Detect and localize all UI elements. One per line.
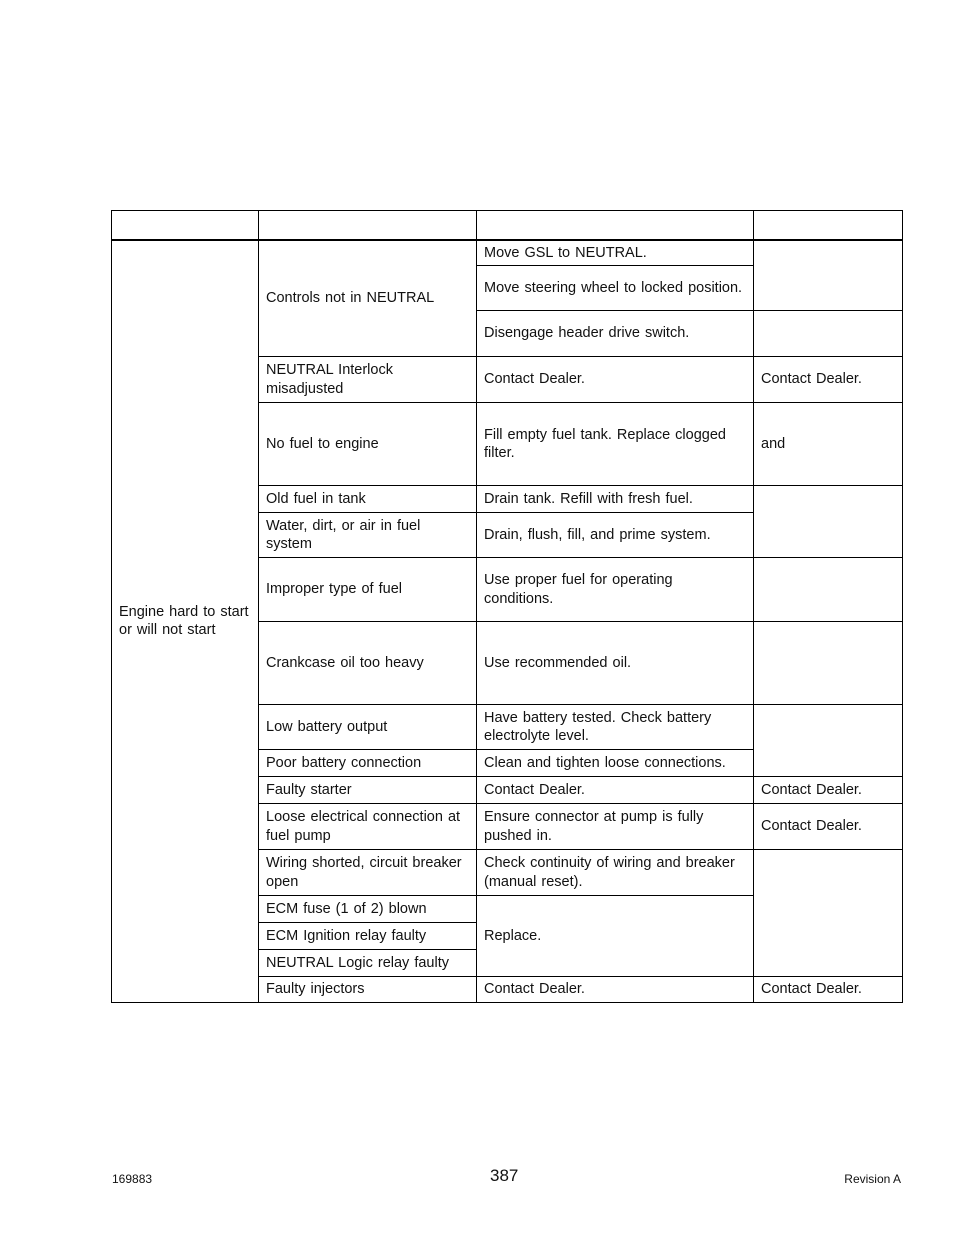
- problem-cell: Water, dirt, or air in fuel system: [259, 513, 477, 558]
- problem-cell: Faulty injectors: [259, 977, 477, 1003]
- symptom-cell: Engine hard to start or will not start: [112, 240, 259, 1003]
- solution-cell: Use recommended oil.: [477, 622, 754, 705]
- solution-cell: Contact Dealer.: [477, 777, 754, 804]
- header-row: [112, 211, 903, 240]
- problem-cell: Loose electrical connection at fuel pump: [259, 804, 477, 850]
- header-problem: [259, 211, 477, 240]
- reference-cell: Contact Dealer.: [754, 777, 903, 804]
- problem-cell: NEUTRAL Interlock misadjusted: [259, 357, 477, 403]
- solution-cell: Have battery tested. Check battery electrolyte level.: [477, 705, 754, 750]
- header-symptom: [112, 211, 259, 240]
- solution-cell: Use proper fuel for operating conditions.: [477, 558, 754, 622]
- document-number: 169883: [112, 1172, 153, 1186]
- problem-cell: Wiring shorted, circuit breaker open: [259, 850, 477, 896]
- header-reference: [754, 211, 903, 240]
- problem-cell: Improper type of fuel: [259, 558, 477, 622]
- problem-cell: ECM fuse (1 of 2) blown: [259, 896, 477, 923]
- solution-cell: Check continuity of wiring and breaker (manual reset).: [477, 850, 754, 896]
- revision-label: Revision A: [844, 1172, 901, 1186]
- page-number: 387: [490, 1166, 519, 1185]
- reference-cell: [754, 311, 903, 357]
- problem-cell: Poor battery connection: [259, 750, 477, 777]
- reference-cell: [754, 705, 903, 777]
- problem-cell: Low battery output: [259, 705, 477, 750]
- table-row: [112, 240, 903, 266]
- solution-cell: Drain tank. Refill with fresh fuel.: [477, 486, 754, 513]
- solution-cell: Drain, flush, fill, and prime system.: [477, 513, 754, 558]
- solution-cell: Disengage header drive switch.: [477, 311, 754, 357]
- solution-cell: Move GSL to NEUTRAL.: [477, 240, 754, 266]
- header-solution: [477, 211, 754, 240]
- solution-cell: Clean and tighten loose connections.: [477, 750, 754, 777]
- solution-cell: Contact Dealer.: [477, 357, 754, 403]
- problem-cell: ECM Ignition relay faulty: [259, 923, 477, 950]
- reference-cell: [754, 850, 903, 977]
- reference-cell: Contact Dealer.: [754, 804, 903, 850]
- reference-cell: [754, 622, 903, 705]
- solution-cell: Contact Dealer.: [477, 977, 754, 1003]
- problem-cell: NEUTRAL Logic relay faulty: [259, 950, 477, 977]
- reference-cell: and: [754, 403, 903, 486]
- reference-cell: Contact Dealer.: [754, 357, 903, 403]
- solution-cell: Ensure connector at pump is fully pushed in.: [477, 804, 754, 850]
- troubleshooting-table: [111, 210, 903, 1003]
- solution-cell: Replace.: [477, 896, 754, 977]
- problem-cell: Old fuel in tank: [259, 486, 477, 513]
- solution-cell: Move steering wheel to locked position.: [477, 266, 754, 311]
- problem-cell: No fuel to engine: [259, 403, 477, 486]
- reference-cell: Contact Dealer.: [754, 977, 903, 1003]
- problem-cell: Faulty starter: [259, 777, 477, 804]
- reference-cell: [754, 240, 903, 311]
- problem-cell: Controls not in NEUTRAL: [259, 240, 477, 357]
- problem-cell: Crankcase oil too heavy: [259, 622, 477, 705]
- solution-cell: Fill empty fuel tank. Replace clogged filter.: [477, 403, 754, 486]
- reference-cell: [754, 558, 903, 622]
- reference-cell: [754, 486, 903, 558]
